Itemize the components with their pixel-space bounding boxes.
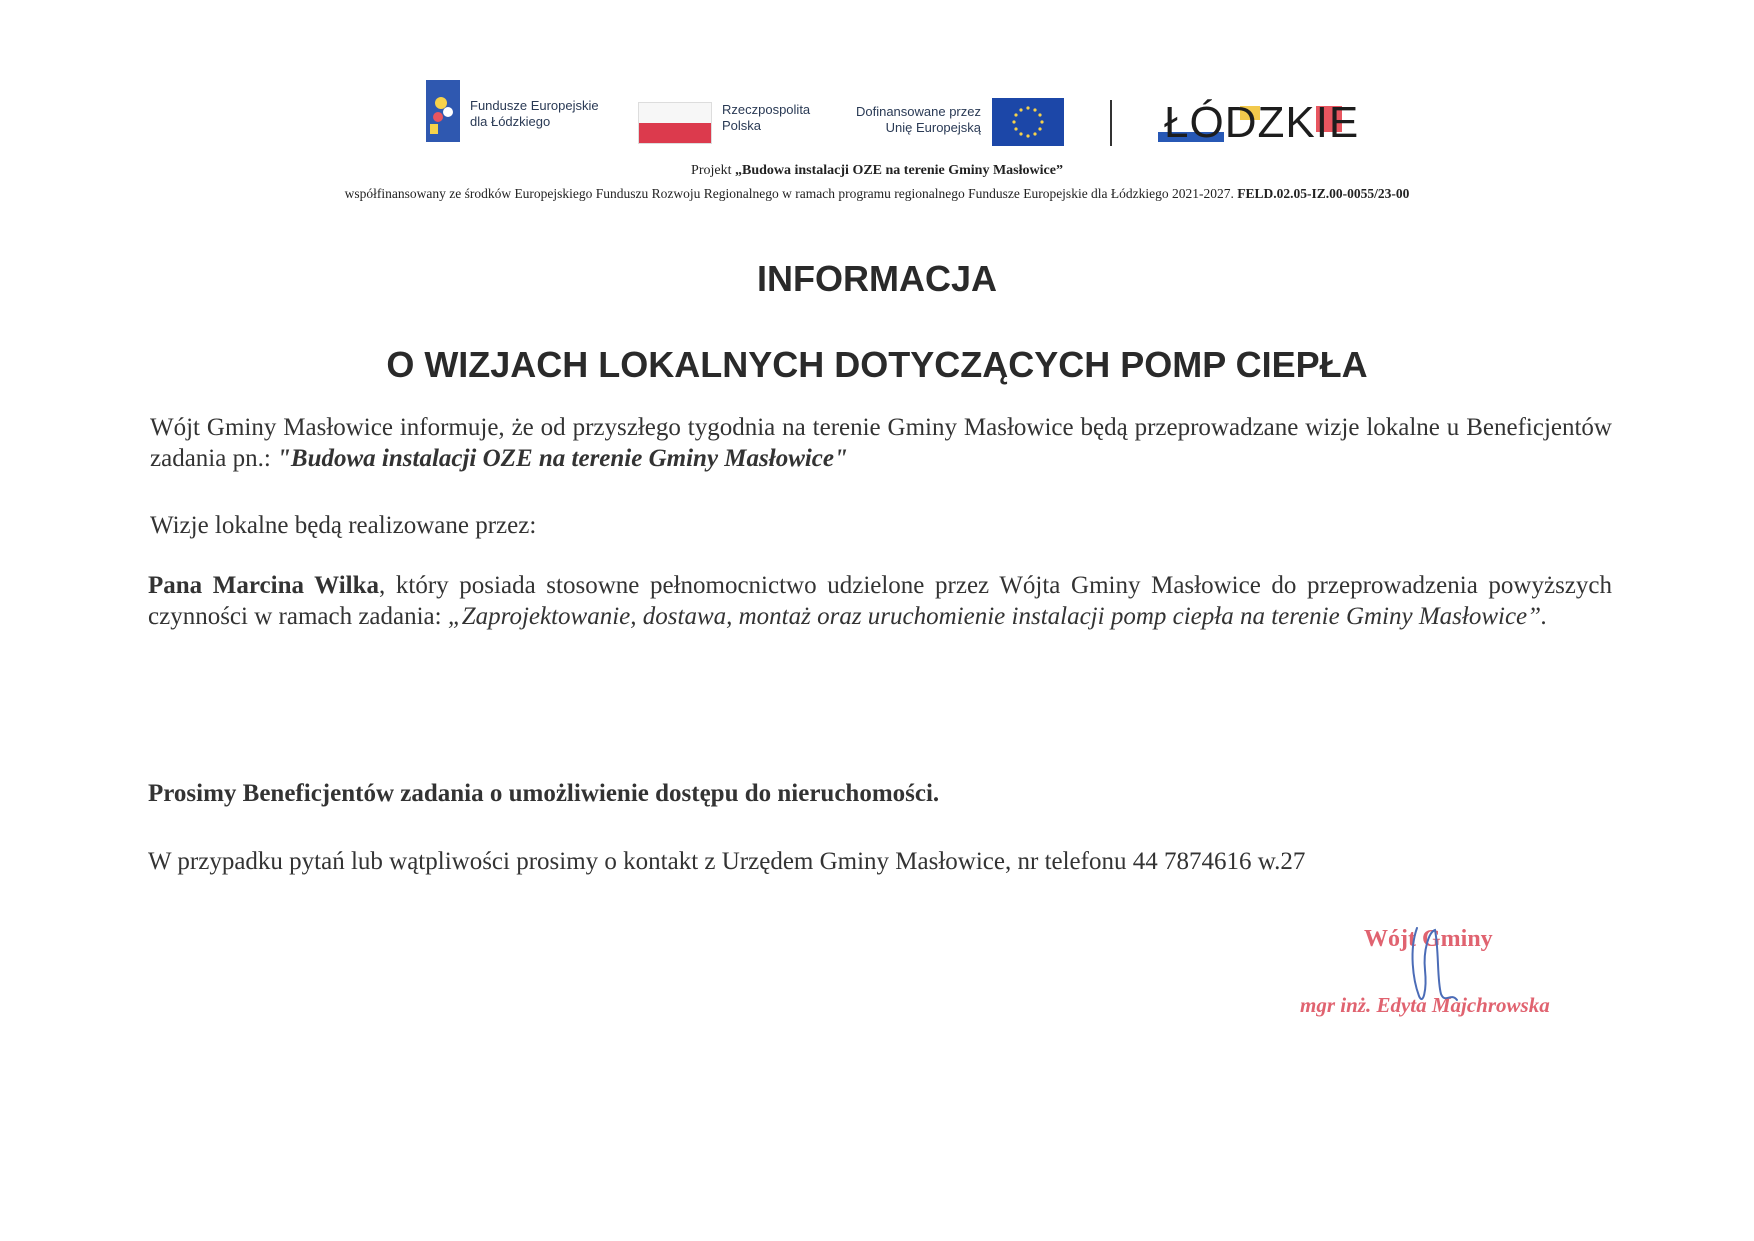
funds-star-white bbox=[443, 107, 453, 117]
paragraph-request: Prosimy Beneficjentów zadania o umożliwienie dostępu do nieruchomości. bbox=[148, 780, 940, 807]
poland-flag bbox=[638, 102, 712, 144]
eu-flag bbox=[992, 98, 1064, 146]
funds-eu-label: Fundusze Europejskie dla Łódzkiego bbox=[470, 98, 599, 129]
title-heading: INFORMACJA bbox=[757, 258, 997, 299]
eu-label: Dofinansowane przez Unię Europejską bbox=[855, 104, 981, 135]
paragraph-performed-by: Wizje lokalne będą realizowane przez: bbox=[150, 512, 537, 539]
paragraph-contact: W przypadku pytań lub wątpliwości prosimy o kontakt z Urzędem Gminy Masłowice, nr telefonu 44 7874616 w.27 bbox=[148, 848, 1306, 875]
representative-name: Pana Marcina Wilka bbox=[148, 572, 380, 599]
paragraph-representative: Pana Marcina Wilka, który posiada stosowne pełnomocnictwo udzielone przez Wójta Gminy Masłowice do przeprowadzenia powyższych czynności w ramach zadania: „Zaprojektowanie, dostawa, montaż oraz uruchomienie instalacji pomp ciepła na terenie Gminy Masłowice”. bbox=[148, 572, 1612, 630]
paragraph-announcement: Wójt Gminy Masłowice informuje, że od przyszłego tygodnia na terenie Gminy Masłowice będą przeprowadzane wizje lokalne u Beneficjentów zadania pn.: "Budowa instalacji OZE na terenie Gminy Masłowice" bbox=[150, 414, 1612, 472]
funds-star-yellow bbox=[435, 97, 447, 109]
logo-strip bbox=[0, 70, 1754, 160]
task-name: "Budowa instalacji OZE na terenie Gminy Masłowice" bbox=[277, 445, 848, 472]
subtitle-heading: O WIZJACH LOKALNYCH DOTYCZĄCYCH POMP CIEPŁA bbox=[386, 344, 1368, 385]
funds-eu-logo bbox=[426, 80, 460, 142]
funds-star-red bbox=[433, 112, 443, 122]
logo-separator bbox=[1110, 100, 1112, 146]
contract-task: „Zaprojektowanie, dostawa, montaż oraz uruchomienie instalacji pomp ciepła na terenie Gminy Masłowice”. bbox=[447, 603, 1548, 630]
signature-name: mgr inż. Edyta Majchrowska bbox=[1300, 993, 1550, 1017]
project-line-1: Projekt „Budowa instalacji OZE na terenie Gminy Masłowice” bbox=[691, 163, 1063, 178]
lodzkie-wordmark: ŁÓDZKIE bbox=[1164, 98, 1360, 147]
handwritten-signature bbox=[1395, 920, 1475, 1010]
poland-label: Rzeczpospolita Polska bbox=[722, 102, 811, 133]
project-line-2: współfinansowany ze środków Europejskiego Funduszu Rozwoju Regionalnego w ramach programu regionalnego Fundusze Europejskie dla Łódzkiego 2021-2027. FELD.02.05-IZ.00-0055/23-00 bbox=[344, 186, 1410, 201]
signature-role: Wójt Gminy bbox=[1364, 926, 1493, 952]
lodzkie-logo bbox=[1158, 98, 1360, 150]
